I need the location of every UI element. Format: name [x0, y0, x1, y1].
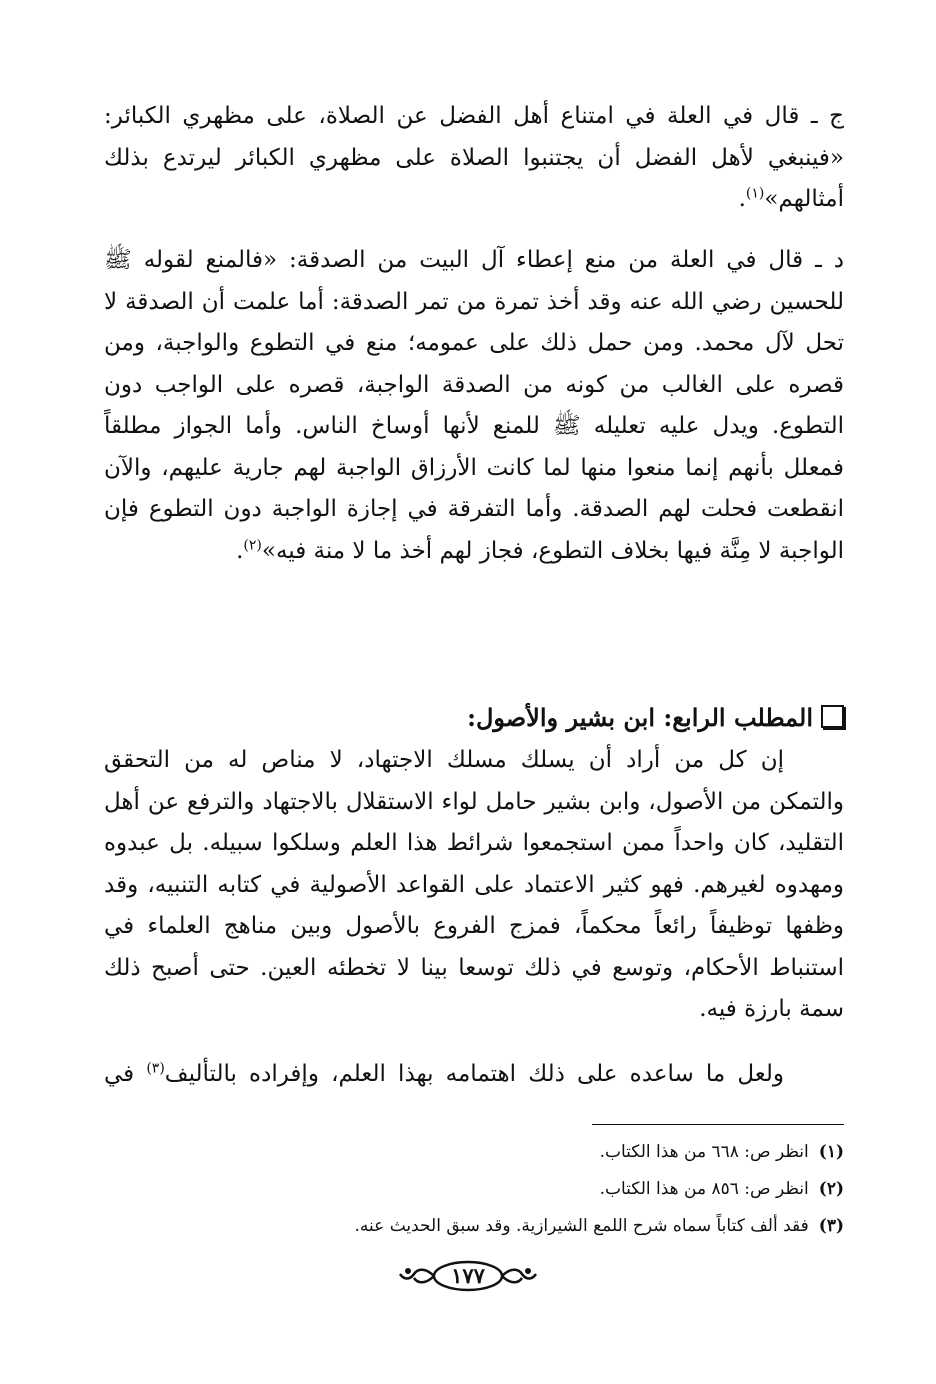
paragraph-e-text: إن كل من أراد أن يسلك مسلك الاجتهاد، لا مناص له من التحقق والتمكن من الأصول، وابن بشير حامل لواء الاستقلال بالاجتهاد والترفع عن أهل التقليد، كان واحداً ممن استجمعوا شرائط هذا العلم وسلكوا سبيله. بل عبدوه ومهدوه لغيرهم. فهو كثير الاعتماد على القواعد الأصولية في كتابه التنبيه، وقد وظفها توظيفاً رائعاً محكماً، فمزج الفروع بالأصول وبين مناهج العلماء في استنباط الأحكام، وتوسع في ذلك توسعا بينا لا تخطئه العين. حتى أصبح ذلك سمة بارزة فيه. [104, 747, 844, 1022]
section-heading [104, 696, 844, 740]
footnote-ref-2[interactable]: (٢) [243, 536, 262, 553]
footnote-ref-1[interactable]: (١) [745, 185, 765, 202]
paragraph-d-text: د ـ قال في العلة من منع إعطاء آل البيت من الصدقة: «فالمنع لقوله ﷺ للحسين رضي الله عنه وقد أخذ تمرة من تمر الصدقة: أما علمت أن الصدقة لا تحل لآل محمد. ومن حمل ذلك على عمومه؛ منع في التطوع والواجبة، ومن قصره على الغالب من كونه من الصدقة الواجبة، قصره على الواجب دون التطوع. ويدل عليه تعليله ﷺ للمنع لأنها أوساخ الناس. وأما الجواز مطلقاً فمعلل بأنهم إنما منعوا منها لما كانت الأرزاق الواجبة لهم جارية عليهم، والآن انقطعت فحلت لهم الصدقة. وأما التفرقة في إجازة الواجبة دون التطوع فإن الواجبة لا مِنَّة فيها بخلاف التطوع، فجاز لهم أخذ ما لا منة فيه» [104, 247, 845, 564]
footnote-text: انظر ص: ٨٥٦ من هذا الكتاب. [599, 1179, 809, 1199]
paragraph-c [104, 96, 844, 221]
footnote-number: (٣) [818, 1216, 844, 1236]
page-number-ornament [396, 1258, 540, 1294]
footnote-ref-3[interactable]: (٣) [146, 1060, 165, 1077]
paragraph-f-text: ولعل ما ساعده على ذلك اهتمامه بهذا العلم، وإفراده بالتأليف [164, 1061, 785, 1087]
footnote-2 [100, 1171, 844, 1208]
footnote-1 [100, 1134, 844, 1171]
paragraph-f [104, 1054, 844, 1096]
footnote-text: فقد ألف كتاباً سماه شرح اللمع الشيرازية. وقد سبق الحديث عنه. [354, 1216, 809, 1236]
footnote-divider [592, 1124, 844, 1125]
footnote-text: انظر ص: ٦٦٨ من هذا الكتاب. [599, 1142, 809, 1162]
square-box-icon [821, 705, 844, 728]
paragraph-e [104, 740, 844, 1031]
footnote-number: (١) [818, 1142, 844, 1162]
page-number: ١٧٧ [451, 1263, 485, 1288]
paragraph-d-end: . [236, 537, 244, 564]
footnote-number: (٢) [818, 1179, 844, 1199]
paragraph-c-text: ج ـ قال في العلة في امتناع أهل الفضل عن الصلاة، على مظهري الكبائر: «فينبغي لأهل الفضل أن يجتنبوا الصلاة على مظهري الكبائر ليرتدع بذلك أمثالهم» [104, 103, 844, 212]
paragraph-c-end: . [738, 186, 746, 212]
footnote-3 [100, 1208, 844, 1245]
paragraph-f-last-word: في [104, 1061, 135, 1087]
section-heading-text: المطلب الرابع: ابن بشير والأصول: [467, 703, 813, 732]
footnotes [100, 1134, 844, 1245]
paragraph-d [104, 240, 844, 572]
